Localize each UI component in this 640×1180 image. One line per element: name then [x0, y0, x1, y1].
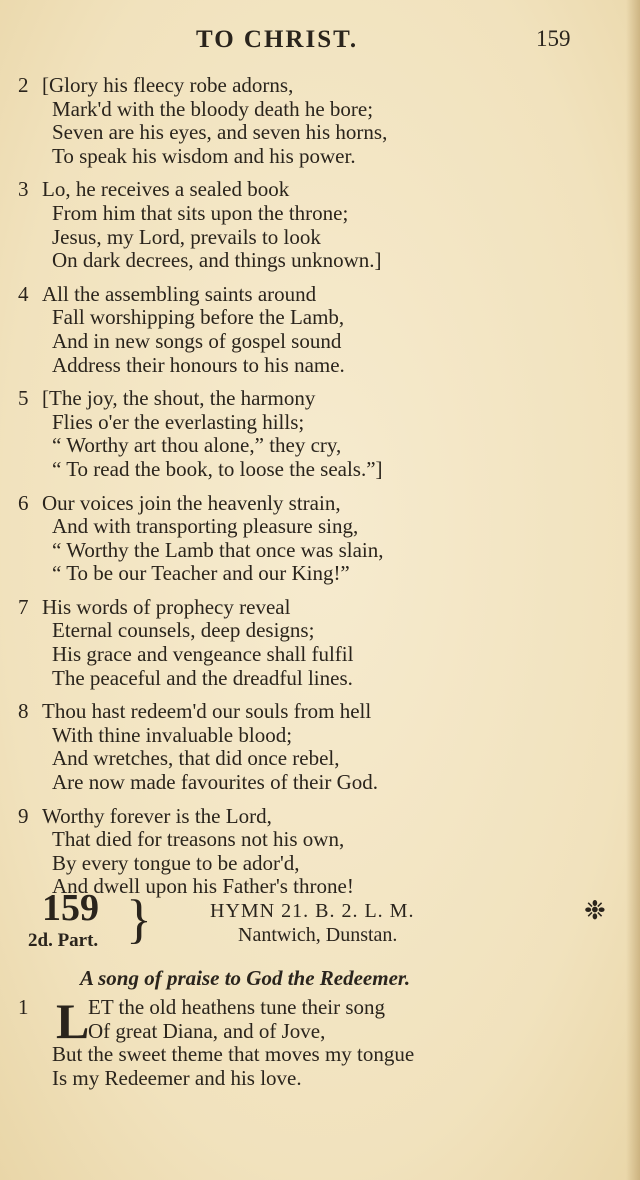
stanza	[18, 700, 618, 794]
hymn-header	[28, 888, 618, 958]
stanza-number: 3	[18, 177, 29, 202]
stanza	[18, 178, 618, 272]
stanza-number: 4	[18, 281, 29, 306]
stanza	[18, 74, 618, 168]
verse-line: Fall worshipping before the Lamb,	[52, 305, 345, 330]
verse-line: But the sweet theme that moves my tongue	[52, 1042, 415, 1067]
verse-line: Seven are his eyes, and seven his horns,	[52, 120, 388, 145]
stanza	[18, 993, 618, 1090]
verse-line: ET the old heathens tune their song	[88, 995, 386, 1019]
verse-line: And dwell upon his Father's throne!	[52, 874, 354, 899]
brace-ornament: }	[126, 889, 152, 949]
page-header	[0, 26, 640, 56]
page-number: 159	[536, 26, 571, 51]
verse-line: Worthy forever is the Lord,	[42, 803, 272, 828]
verse-line: “ Worthy art thou alone,” they cry,	[52, 433, 342, 458]
verse-line: All the assembling saints around	[42, 281, 317, 306]
verse-line: Flies o'er the everlasting hills;	[52, 409, 305, 434]
verse-line: Is my Redeemer and his love.	[52, 1065, 302, 1090]
verse-line: By every tongue to be ador'd,	[52, 850, 300, 875]
verse-line: “ To be our Teacher and our King!”	[52, 561, 350, 586]
verse-line: Are now made favourites of their God.	[52, 770, 378, 795]
stanza	[18, 492, 618, 586]
hymn-number: 159	[42, 887, 99, 929]
stanza-number: 9	[18, 803, 29, 828]
stanza	[18, 805, 618, 899]
page-edge-shadow	[626, 0, 640, 1180]
hymn-subtitle: A song of praise to God the Redeemer.	[80, 966, 411, 990]
verse-line: “ To read the book, to loose the seals.”]	[52, 456, 383, 481]
verse-line: Jesus, my Lord, prevails to look	[52, 224, 321, 249]
verse-line: His grace and vengeance shall fulfil	[52, 642, 354, 667]
verse-line: Our voices join the heavenly strain,	[42, 490, 341, 515]
verse-line: Lo, he receives a sealed book	[42, 177, 290, 202]
stanza	[18, 596, 618, 690]
verse-line: That died for treasons not his own,	[52, 827, 345, 852]
verse-line: Of great Diana, and of Jove,	[88, 1018, 326, 1043]
hymn-title: HYMN 21. B. 2. L. M.	[210, 900, 415, 922]
stanza-number: 5	[18, 386, 29, 411]
stanza-number: 8	[18, 699, 29, 724]
hymn-tunes: Nantwich, Dunstan.	[238, 924, 398, 946]
verse-line: His words of prophecy reveal	[42, 594, 291, 619]
stanza-number: 7	[18, 594, 29, 619]
verse-line: The peaceful and the dreadful lines.	[52, 665, 353, 690]
verse-line: “ Worthy the Lamb that once was slain,	[52, 537, 384, 562]
stanza-list	[18, 74, 618, 909]
verse-line: With thine invaluable blood;	[52, 722, 293, 747]
verse-line: And in new songs of gospel sound	[52, 328, 342, 353]
stanza	[18, 387, 618, 481]
stanza-number: 6	[18, 490, 29, 515]
stanza-number: 1	[18, 995, 29, 1019]
verse-line: And wretches, that did once rebel,	[52, 746, 340, 771]
verse-line: Thou hast redeem'd our souls from hell	[42, 699, 372, 724]
stanza-number: 2	[18, 73, 29, 97]
drop-cap: L	[56, 993, 90, 1049]
hymn-part-label: 2d. Part.	[28, 930, 99, 951]
verse-line: To speak his wisdom and his power.	[52, 143, 356, 168]
verse-line: [The joy, the shout, the harmony	[42, 386, 316, 411]
verse-line: And with transporting pleasure sing,	[52, 514, 359, 539]
verse-line: Mark'd with the bloody death he bore;	[52, 96, 374, 121]
fleuron-icon: ❉	[584, 896, 606, 925]
verse-line: Eternal counsels, deep designs;	[52, 618, 315, 643]
verse-line: Address their honours to his name.	[52, 352, 345, 377]
verse-line: From him that sits upon the throne;	[52, 200, 349, 225]
running-title: TO CHRIST.	[196, 26, 359, 53]
stanza	[18, 283, 618, 377]
verse-line: On dark decrees, and things unknown.]	[52, 248, 382, 273]
verse-line: [Glory his fleecy robe adorns,	[42, 73, 294, 97]
